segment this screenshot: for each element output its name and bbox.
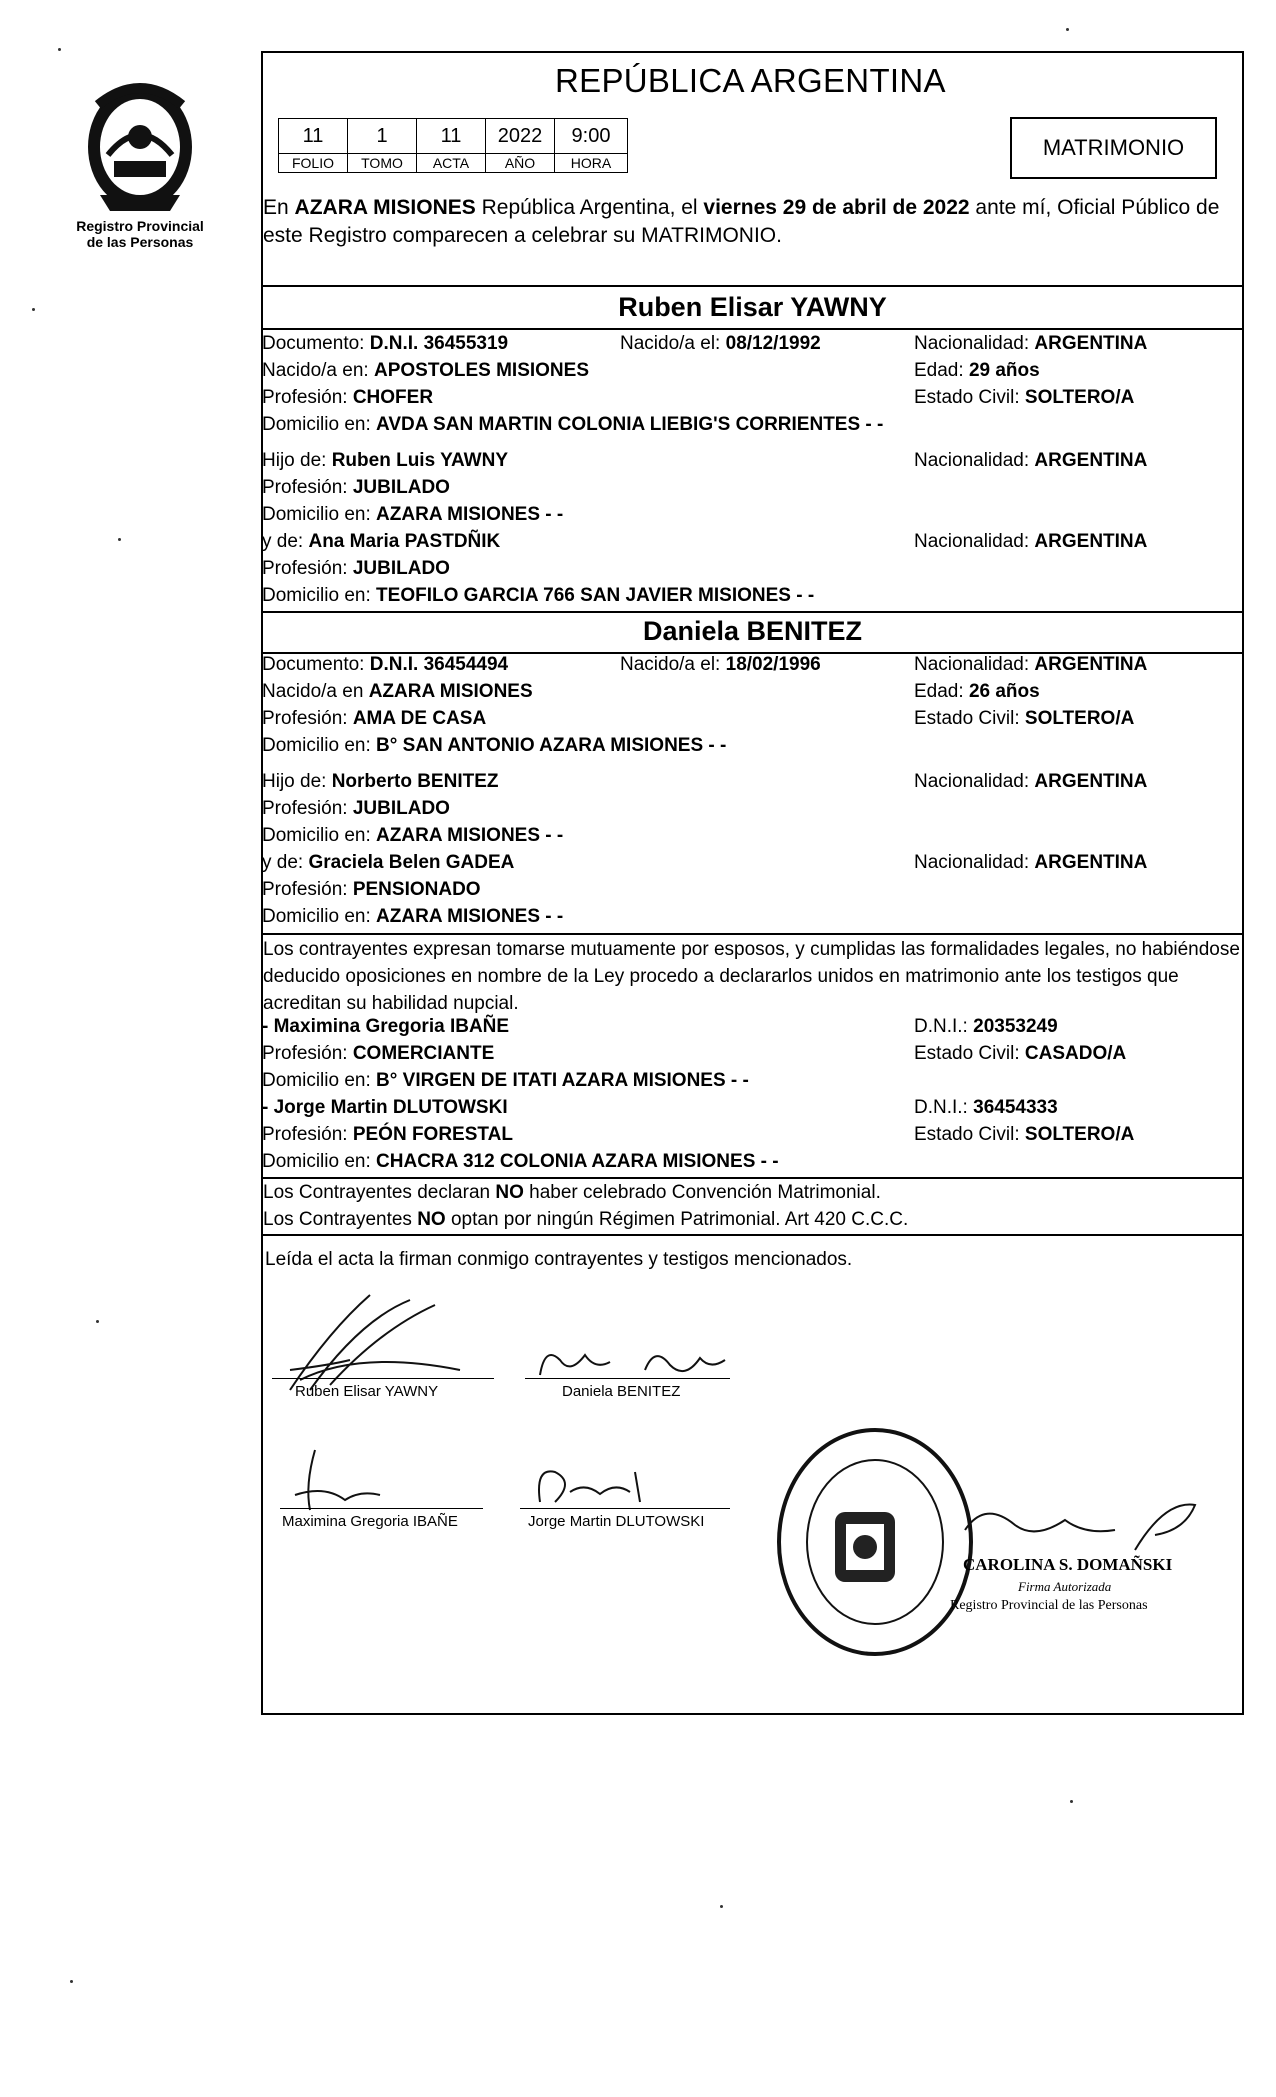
official-signature-icon xyxy=(955,1490,1215,1560)
spouse1-mother-nationality: Nacionalidad: ARGENTINA xyxy=(914,531,1148,552)
scan-speck xyxy=(96,1320,99,1323)
spouse2-father-nationality: Nacionalidad: ARGENTINA xyxy=(914,771,1148,792)
signature-line xyxy=(280,1508,483,1509)
signature-label-ruben: Ruben Elisar YAWNY xyxy=(295,1383,439,1400)
declaration-paragraph: Los contrayentes expresan tomarse mutuamente por esposos, y cumplidas las formalidades legales, no habiéndose deducido oposiciones en nombre de la Ley procedo a declararlos unidos en matrimonio ante los testigos que acreditan su habilidad nupcial. xyxy=(263,939,1240,1014)
closing-statement: Leída el acta la firman conmigo contrayentes y testigos mencionados. xyxy=(265,1249,853,1270)
registry-label xyxy=(65,218,215,250)
divider xyxy=(261,611,1244,613)
scan-speck xyxy=(70,1980,73,1983)
scan-speck xyxy=(720,1905,723,1908)
spouse2-father-profession: Profesión: JUBILADO xyxy=(262,798,450,819)
spouse1-mother: y de: Ana Maria PASTDÑIK xyxy=(262,531,501,552)
spouse1-mother-profession: Profesión: JUBILADO xyxy=(262,558,450,579)
witness2-domicile: Domicilio en: CHACRA 312 COLONIA AZARA MISIONES - - xyxy=(262,1151,779,1172)
signature-label-maximina: Maximina Gregoria IBAÑE xyxy=(282,1513,458,1530)
witness2-name: - Jorge Martin DLUTOWSKI xyxy=(262,1097,508,1118)
signature-line xyxy=(520,1508,730,1509)
spouse1-age: Edad: 29 años xyxy=(914,360,1040,381)
witness2-dni: D.N.I.: 36454333 xyxy=(914,1097,1058,1118)
scan-speck xyxy=(58,48,61,51)
scan-speck xyxy=(1066,28,1069,31)
spouse1-father-profession: Profesión: JUBILADO xyxy=(262,477,450,498)
spouse1-domicile: Domicilio en: AVDA SAN MARTIN COLONIA LIEBIG'S CORRIENTES - - xyxy=(262,414,884,435)
tomo-label: TOMO xyxy=(348,154,417,173)
spouse2-mother-domicile: Domicilio en: AZARA MISIONES - - xyxy=(262,906,564,927)
witness2-civil-status: Estado Civil: SOLTERO/A xyxy=(914,1124,1135,1145)
spouse2-civil-status: Estado Civil: SOLTERO/A xyxy=(914,708,1135,729)
hour-value: 9:00 xyxy=(555,119,628,154)
spouse1-father-nationality: Nacionalidad: ARGENTINA xyxy=(914,450,1148,471)
signature-label-daniela: Daniela BENITEZ xyxy=(562,1383,681,1400)
spouse2-mother: y de: Graciela Belen GADEA xyxy=(262,852,515,873)
spouse2-name: Daniela BENITEZ xyxy=(642,616,863,646)
intro-place: AZARA MISIONES xyxy=(294,196,476,219)
spouse2-birthdate: Nacido/a el: 18/02/1996 xyxy=(620,654,821,675)
spouse1-birthplace: Nacido/a en: APOSTOLES MISIONES xyxy=(262,360,589,381)
divider xyxy=(261,1234,1244,1236)
country-title: REPÚBLICA ARGENTINA xyxy=(555,62,946,99)
spouse2-document: Documento: D.N.I. 36454494 xyxy=(262,654,509,675)
hour-label: HORA xyxy=(555,154,628,173)
intro-date: viernes 29 de abril de 2022 xyxy=(703,196,970,219)
year-label: AÑO xyxy=(486,154,555,173)
scan-speck xyxy=(32,308,35,311)
spouse1-name: Ruben Elisar YAWNY xyxy=(618,292,887,322)
spouse2-age: Edad: 26 años xyxy=(914,681,1040,702)
scan-speck xyxy=(1070,1800,1073,1803)
signature-maximina-icon xyxy=(285,1445,395,1515)
official-organization: Registro Provincial de las Personas xyxy=(950,1598,1148,1613)
spouse1-document: Documento: D.N.I. 36455319 xyxy=(262,333,509,354)
witness1-domicile: Domicilio en: B° VIRGEN DE ITATI AZARA MISIONES - - xyxy=(262,1070,749,1091)
divider xyxy=(261,328,1244,330)
signature-line xyxy=(272,1378,494,1379)
signature-jorge-icon xyxy=(530,1462,660,1512)
acta-value: 11 xyxy=(417,119,486,154)
spouse1-mother-domicile: Domicilio en: TEOFILO GARCIA 766 SAN JAVIER MISIONES - - xyxy=(262,585,815,606)
official-title: Firma Autorizada xyxy=(1018,1579,1112,1594)
year-value: 2022 xyxy=(486,119,555,154)
signature-line xyxy=(525,1378,730,1379)
spouse1-civil-status: Estado Civil: SOLTERO/A xyxy=(914,387,1135,408)
witness1-profession: Profesión: COMERCIANTE xyxy=(262,1043,495,1064)
divider xyxy=(261,1177,1244,1179)
spouse2-profession: Profesión: AMA DE CASA xyxy=(262,708,487,729)
witness1-civil-status: Estado Civil: CASADO/A xyxy=(914,1043,1127,1064)
spouse2-birthplace: Nacido/a en AZARA MISIONES xyxy=(262,681,533,702)
witness1-dni: D.N.I.: 20353249 xyxy=(914,1016,1058,1037)
spouse2-mother-profession: Profesión: PENSIONADO xyxy=(262,879,481,900)
divider xyxy=(261,933,1244,935)
registry-label-line2: de las Personas xyxy=(86,234,194,250)
signature-label-jorge: Jorge Martin DLUTOWSKI xyxy=(528,1513,705,1530)
folio-value: 11 xyxy=(279,119,348,154)
official-name: CAROLINA S. DOMAÑSKI xyxy=(963,1555,1173,1574)
intro-paragraph: En AZARA MISIONES República Argentina, el viernes 29 de abril de 2022 ante mí, Oficial Público de este Registro comparecen a celebrar su MATRIMONIO. xyxy=(263,196,1220,247)
divider xyxy=(261,285,1244,287)
spouse1-birthdate: Nacido/a el: 08/12/1992 xyxy=(620,333,821,354)
misiones-coat-of-arms-icon xyxy=(70,75,210,215)
spouse2-father: Hijo de: Norberto BENITEZ xyxy=(262,771,499,792)
spouse1-nationality: Nacionalidad: ARGENTINA xyxy=(914,333,1148,354)
spouse2-domicile: Domicilio en: B° SAN ANTONIO AZARA MISIONES - - xyxy=(262,735,727,756)
delegation-stamp-icon xyxy=(770,1420,980,1660)
spouse2-nationality: Nacionalidad: ARGENTINA xyxy=(914,654,1148,675)
tomo-value: 1 xyxy=(348,119,417,154)
spouse1-profession: Profesión: CHOFER xyxy=(262,387,434,408)
folio-label: FOLIO xyxy=(279,154,348,173)
record-type-box: MATRIMONIO xyxy=(1010,117,1217,179)
spouse1-father-domicile: Domicilio en: AZARA MISIONES - - xyxy=(262,504,564,525)
spouse1-father: Hijo de: Ruben Luis YAWNY xyxy=(262,450,509,471)
spouse2-father-domicile: Domicilio en: AZARA MISIONES - - xyxy=(262,825,564,846)
spouse2-mother-nationality: Nacionalidad: ARGENTINA xyxy=(914,852,1148,873)
scan-speck xyxy=(118,538,121,541)
witness2-profession: Profesión: PEÓN FORESTAL xyxy=(262,1124,513,1145)
witness1-name: - Maximina Gregoria IBAÑE xyxy=(262,1016,510,1037)
record-metadata-table xyxy=(278,118,628,173)
acta-label: ACTA xyxy=(417,154,486,173)
convention-statement: Los Contrayentes declaran NO haber celebrado Convención Matrimonial. xyxy=(263,1182,881,1203)
registry-label-line1: Registro Provincial xyxy=(76,218,204,234)
patrimonial-regime-statement: Los Contrayentes NO optan por ningún Régimen Patrimonial. Art 420 C.C.C. xyxy=(263,1209,909,1230)
